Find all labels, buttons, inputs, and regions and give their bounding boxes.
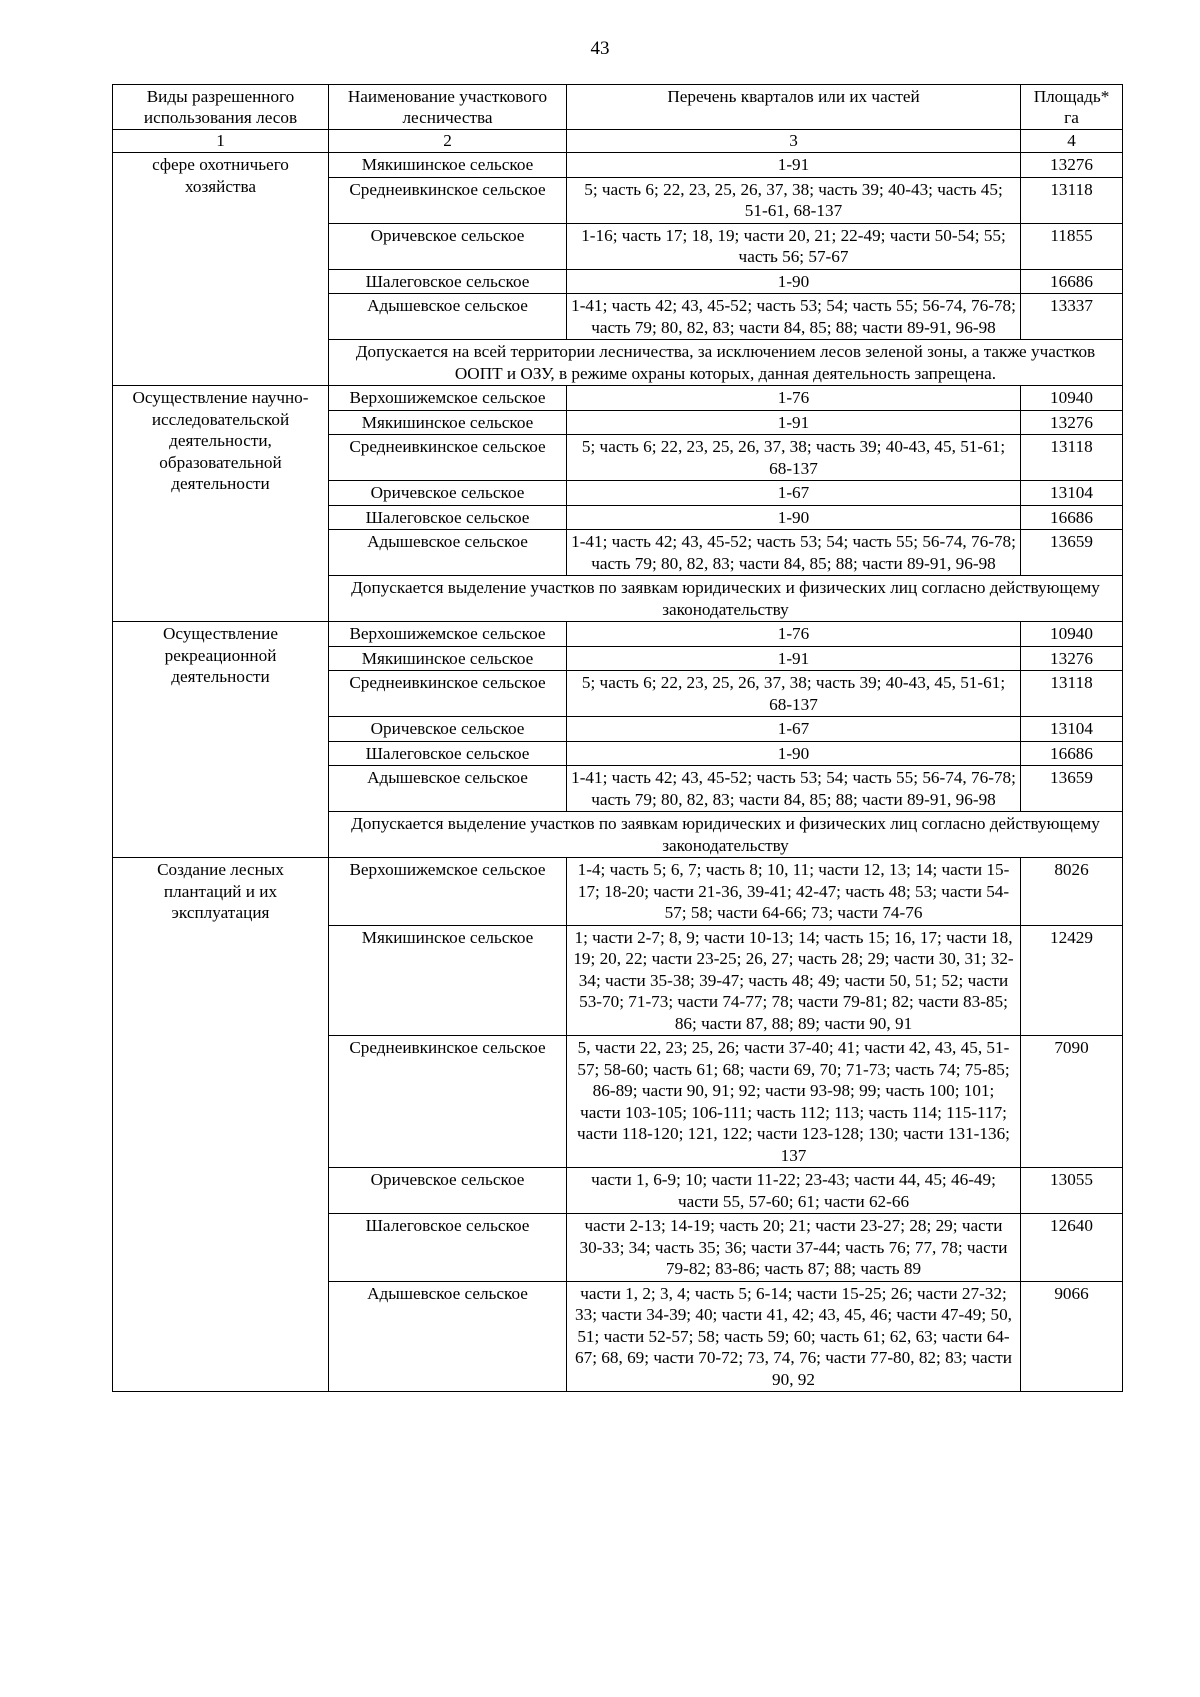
forestry-cell: Верхошижемское сельское (329, 858, 567, 926)
forestry-cell: Среднеивкинское сельское (329, 177, 567, 223)
column-number: 3 (567, 130, 1021, 153)
forestry-cell: Мякишинское сельское (329, 925, 567, 1036)
quarters-cell: 1-41; часть 42; 43, 45-52; часть 53; 54; часть 55; 56-74, 76-78; часть 79; 80, 82, 83; части 84, 85; 88; части 89-91, 96-98 (567, 530, 1021, 576)
area-cell: 13118 (1021, 671, 1123, 717)
quarters-cell: части 2-13; 14-19; часть 20; 21; части 23-27; 28; 29; части 30-33; 34; часть 35; 36; части 37-44; часть 76; 77, 78; части 79-82; 83-86; часть 87; 88; часть 89 (567, 1214, 1021, 1282)
forestry-cell: Шалеговское сельское (329, 741, 567, 766)
area-cell: 13104 (1021, 717, 1123, 742)
forestry-cell: Мякишинское сельское (329, 153, 567, 178)
quarters-cell: 1-16; часть 17; 18, 19; части 20, 21; 22-49; части 50-54; 55; часть 56; 57-67 (567, 223, 1021, 269)
quarters-cell: 5; часть 6; 22, 23, 25, 26, 37, 38; часть 39; 40-43, 45, 51-61; 68-137 (567, 435, 1021, 481)
area-cell: 16686 (1021, 505, 1123, 530)
quarters-cell: 1-41; часть 42; 43, 45-52; часть 53; 54; часть 55; 56-74, 76-78; часть 79; 80, 82, 83; части 84, 85; 88; части 89-91, 96-98 (567, 766, 1021, 812)
forestry-cell: Среднеивкинское сельское (329, 1036, 567, 1168)
quarters-cell: 1-67 (567, 717, 1021, 742)
area-cell: 13104 (1021, 481, 1123, 506)
column-number: 2 (329, 130, 567, 153)
area-cell: 13276 (1021, 153, 1123, 178)
note-cell: Допускается выделение участков по заявкам юридических и физических лиц согласно действующему законодательству (329, 576, 1123, 622)
forestry-cell: Адышевское сельское (329, 530, 567, 576)
note-cell: Допускается на всей территории лесничества, за исключением лесов зеленой зоны, а также участков ООПТ и ОЗУ, в режиме охраны которых, данная деятельность запрещена. (329, 340, 1123, 386)
forestry-cell: Оричевское сельское (329, 223, 567, 269)
forestry-cell: Адышевское сельское (329, 766, 567, 812)
area-cell: 13118 (1021, 435, 1123, 481)
quarters-cell: 1; части 2-7; 8, 9; части 10-13; 14; часть 15; 16, 17; части 18, 19; 20, 22; части 23-25; 26, 27; часть 28; 29; части 30, 31; 32-34; части 35-38; 39-47; часть 48; 49; части 50, 51; 52; части 53-70; 71-73; части 74-77; 78; части 79-81; 82; части 83-85; 86; части 87, 88; 89; части 90, 91 (567, 925, 1021, 1036)
forestry-cell: Оричевское сельское (329, 717, 567, 742)
note-cell: Допускается выделение участков по заявкам юридических и физических лиц согласно действующему законодательству (329, 812, 1123, 858)
forestry-cell: Адышевское сельское (329, 1281, 567, 1392)
forestry-cell: Верхошижемское сельское (329, 622, 567, 647)
quarters-cell: 1-76 (567, 386, 1021, 411)
area-cell: 13276 (1021, 410, 1123, 435)
area-cell: 12640 (1021, 1214, 1123, 1282)
area-cell: 13055 (1021, 1168, 1123, 1214)
forestry-cell: Мякишинское сельское (329, 646, 567, 671)
area-cell: 16686 (1021, 269, 1123, 294)
area-cell: 11855 (1021, 223, 1123, 269)
area-cell: 13659 (1021, 766, 1123, 812)
area-cell: 8026 (1021, 858, 1123, 926)
quarters-cell: 5; часть 6; 22, 23, 25, 26, 37, 38; часть 39; 40-43; часть 45; 51-61, 68-137 (567, 177, 1021, 223)
header-area: Площадь* га (1021, 85, 1123, 130)
quarters-cell: 1-4; часть 5; 6, 7; часть 8; 10, 11; части 12, 13; 14; части 15-17; 18-20; части 21-36, 39-41; 42-47; часть 48; 53; части 54-57; 58; части 64-66; 73; части 74-76 (567, 858, 1021, 926)
forestry-cell: Шалеговское сельское (329, 1214, 567, 1282)
table-body (113, 153, 1123, 1392)
quarters-cell: 5, части 22, 23; 25, 26; части 37-40; 41; части 42, 43, 45, 51-57; 58-60; часть 61; 68; части 69, 70; 71-73; часть 74; 75-85; 86-89; части 90, 91; 92; части 93-98; 99; часть 100; 101; части 103-105; 106-111; часть 112; 113; часть 114; 115-117; части 118-120; 121, 122; части 123-128; 130; части 131-136; 137 (567, 1036, 1021, 1168)
table-row (113, 386, 1123, 411)
area-cell: 10940 (1021, 622, 1123, 647)
quarters-cell: 1-91 (567, 646, 1021, 671)
quarters-cell: части 1, 2; 3, 4; часть 5; 6-14; части 15-25; 26; части 27-32; 33; части 34-39; 40; части 41, 42; 43, 45, 46; части 47-49; 50, 51; части 52-57; 58; часть 59; 60; часть 61; 62, 63; части 64-67; 68, 69; части 70-72; 73, 74, 76; части 77-80, 82; 83; части 90, 92 (567, 1281, 1021, 1392)
quarters-cell: 1-91 (567, 153, 1021, 178)
page-number: 43 (590, 38, 610, 59)
forestry-cell: Мякишинское сельское (329, 410, 567, 435)
use-type-cell: Осуществление рекреационной деятельности (113, 622, 329, 858)
forestry-cell: Оричевское сельское (329, 481, 567, 506)
forestry-cell: Оричевское сельское (329, 1168, 567, 1214)
use-type-cell: сфере охотничьего хозяйства (113, 153, 329, 386)
forestry-cell: Шалеговское сельское (329, 269, 567, 294)
quarters-cell: 1-41; часть 42; 43, 45-52; часть 53; 54; часть 55; 56-74, 76-78; часть 79; 80, 82, 83; части 84, 85; 88; части 89-91, 96-98 (567, 294, 1021, 340)
area-cell: 9066 (1021, 1281, 1123, 1392)
forestry-cell: Верхошижемское сельское (329, 386, 567, 411)
forest-use-table (112, 84, 1123, 1392)
quarters-cell: 1-76 (567, 622, 1021, 647)
forestry-cell: Шалеговское сельское (329, 505, 567, 530)
header-quarters: Перечень кварталов или их частей (567, 85, 1021, 130)
area-cell: 13659 (1021, 530, 1123, 576)
quarters-cell: 1-90 (567, 505, 1021, 530)
table-row (113, 153, 1123, 178)
column-number-row (113, 130, 1123, 153)
area-cell: 13118 (1021, 177, 1123, 223)
area-cell: 10940 (1021, 386, 1123, 411)
header-forestry: Наименование участкового лесничества (329, 85, 567, 130)
column-number: 4 (1021, 130, 1123, 153)
column-number: 1 (113, 130, 329, 153)
use-type-cell: Создание лесных плантаций и их эксплуатация (113, 858, 329, 1392)
area-cell: 12429 (1021, 925, 1123, 1036)
area-cell: 7090 (1021, 1036, 1123, 1168)
forestry-cell: Среднеивкинское сельское (329, 671, 567, 717)
quarters-cell: 5; часть 6; 22, 23, 25, 26, 37, 38; часть 39; 40-43, 45, 51-61; 68-137 (567, 671, 1021, 717)
table-row (113, 622, 1123, 647)
forestry-cell: Среднеивкинское сельское (329, 435, 567, 481)
area-cell: 16686 (1021, 741, 1123, 766)
table-row (113, 858, 1123, 926)
quarters-cell: 1-90 (567, 269, 1021, 294)
header-use-type: Виды разрешенного использования лесов (113, 85, 329, 130)
quarters-cell: части 1, 6-9; 10; части 11-22; 23-43; части 44, 45; 46-49; части 55, 57-60; 61; части 62-66 (567, 1168, 1021, 1214)
forestry-cell: Адышевское сельское (329, 294, 567, 340)
quarters-cell: 1-90 (567, 741, 1021, 766)
quarters-cell: 1-67 (567, 481, 1021, 506)
quarters-cell: 1-91 (567, 410, 1021, 435)
area-cell: 13337 (1021, 294, 1123, 340)
area-cell: 13276 (1021, 646, 1123, 671)
table-header-row (113, 85, 1123, 130)
use-type-cell: Осуществление научно-исследовательской деятельности, образовательной деятельности (113, 386, 329, 622)
